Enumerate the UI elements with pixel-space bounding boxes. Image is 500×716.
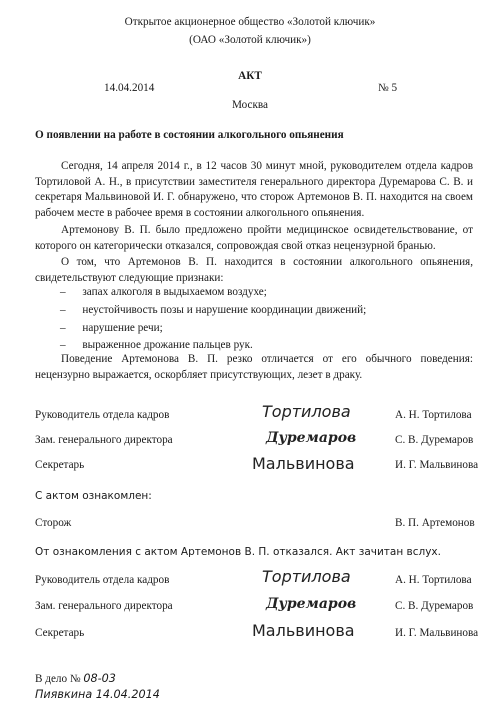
doc-city: Москва bbox=[231, 99, 269, 111]
paragraph-3: О том, что Артемонов В. П. находится в состоянии алкогольного опьянения, свидетельствуют следующие признаки: bbox=[35, 256, 473, 284]
ack-name: В. П. Артемонов bbox=[395, 517, 475, 529]
sig-name: А. Н. Тортилова bbox=[395, 574, 472, 586]
doc-type: АКТ bbox=[238, 70, 262, 82]
handwritten-signature: Тортилова bbox=[262, 402, 351, 421]
list-item: – неустойчивость позы и нарушение координации движений; bbox=[60, 302, 366, 320]
handwritten-signature: Дуремаров bbox=[266, 430, 357, 446]
paragraph-1: Сегодня, 14 апреля 2014 г., в 12 часов 30 минут мной, руководителем отдела кадров Тортиловой А. Н., в присутствии заместителя генерального директора Дуремарова С. В. и секретаря Мальвиновой И. Г. обнаружено, что сторож Артемонов В. П. находится на своем рабочем месте в рабочее время в состоянии алкогольного опьянения. bbox=[35, 160, 473, 219]
doc-subject: О появлении на работе в состоянии алкогольного опьянения bbox=[35, 129, 344, 141]
paragraph-4: Поведение Артемонова В. П. резко отличается от его обычного поведения: нецензурно выражается, оскорбляет присутствующих, лезет в драку. bbox=[35, 353, 473, 381]
doc-number: № 5 bbox=[378, 82, 398, 94]
sig-name: И. Г. Мальвинова bbox=[395, 627, 479, 639]
file-note-number: 08-03 bbox=[83, 672, 116, 685]
handwritten-signature: Дуремаров bbox=[266, 596, 357, 612]
list-item: – запах алкоголя в выдыхаемом воздухе; bbox=[60, 284, 366, 302]
ack-label: С актом ознакомлен: bbox=[35, 490, 152, 502]
sig-role: Руководитель отдела кадров bbox=[35, 409, 170, 421]
sig-role: Секретарь bbox=[35, 459, 85, 471]
handwritten-signature: Мальвинова bbox=[252, 621, 355, 640]
handwritten-signature: Мальвинова bbox=[252, 454, 355, 473]
list-item: – нарушение речи; bbox=[60, 320, 366, 338]
list-item: – выраженное дрожание пальцев рук. bbox=[60, 337, 366, 355]
paragraph-2: Артемонову В. П. было предложено пройти медицинское освидетельствование, от которого он категорически отказался, сопровождая свой отказ нецензурной бранью. bbox=[35, 224, 473, 252]
org-short-name: (ОАО «Золотой ключик») bbox=[189, 34, 311, 46]
sig-role: Секретарь bbox=[35, 627, 85, 639]
sig-name: С. В. Дуремаров bbox=[395, 600, 474, 612]
org-name: Открытое акционерное общество «Золотой ключик» bbox=[124, 16, 376, 28]
sig-role: Зам. генерального директора bbox=[35, 434, 173, 446]
sig-name: С. В. Дуремаров bbox=[395, 434, 474, 446]
ack-role: Сторож bbox=[35, 517, 72, 529]
sig-name: А. Н. Тортилова bbox=[395, 409, 472, 421]
file-note bbox=[35, 672, 116, 685]
refusal-note: От ознакомления с актом Артемонов В. П. отказался. Акт зачитан вслух. bbox=[35, 546, 441, 558]
signs-list bbox=[60, 284, 366, 355]
handwritten-signature: Тортилова bbox=[262, 567, 351, 586]
file-note-prefix: В дело № bbox=[35, 673, 81, 685]
doc-date: 14.04.2014 bbox=[104, 82, 155, 94]
sig-name: И. Г. Мальвинова bbox=[395, 459, 479, 471]
sig-role: Руководитель отдела кадров bbox=[35, 574, 170, 586]
clerk-note: Пиявкина 14.04.2014 bbox=[35, 688, 160, 701]
sig-role: Зам. генерального директора bbox=[35, 600, 173, 612]
